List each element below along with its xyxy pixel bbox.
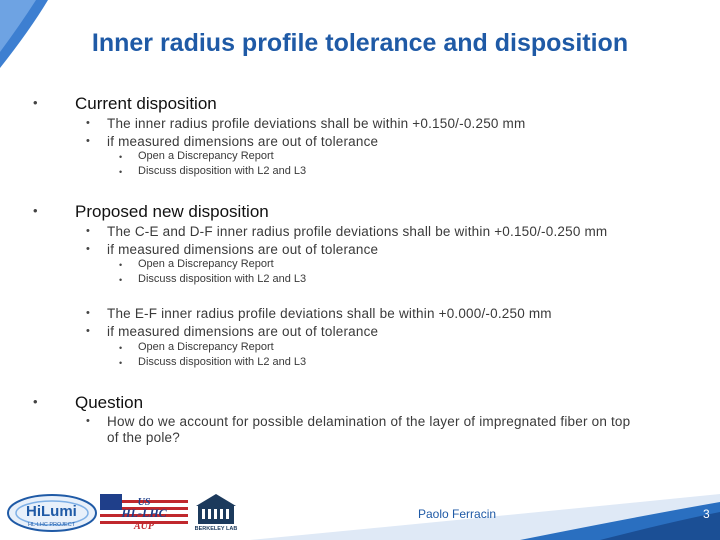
sub-list-item: Open a Discrepancy Report — [138, 341, 274, 353]
bullet: • — [119, 358, 123, 368]
slide-title: Inner radius profile tolerance and disposition — [91, 29, 629, 57]
svg-text:HiLumi: HiLumi — [26, 503, 77, 520]
list-item: The E-F inner radius profile deviations shall be within +0.000/-0.250 mm — [107, 306, 552, 321]
bullet: • — [119, 275, 123, 285]
section-heading-question: Question — [75, 393, 144, 412]
list-item: if measured dimensions are out of tolerance — [107, 324, 379, 339]
bullet: • — [119, 152, 123, 162]
list-item: if measured dimensions are out of tolerance — [107, 134, 379, 149]
list-item: The C-E and D-F inner radius profile deviations shall be within +0.150/-0.250 mm — [107, 224, 608, 239]
svg-text:BERKELEY LAB: BERKELEY LAB — [194, 526, 238, 532]
svg-text:HL-LHC: HL-LHC — [121, 506, 167, 520]
section-heading-current: Current disposition — [75, 94, 217, 113]
sub-list-item: Open a Discrepancy Report — [138, 150, 274, 162]
us-hl-lhc-aup-logo — [100, 494, 188, 532]
bullet: • — [33, 394, 38, 409]
bullet: • — [119, 260, 123, 270]
bullet: • — [86, 117, 90, 129]
bullet: • — [33, 95, 38, 110]
svg-text:HL-LHC PROJECT: HL-LHC PROJECT — [28, 522, 76, 528]
page-number: 3 — [703, 507, 710, 521]
section-heading-proposed: Proposed new disposition — [75, 202, 269, 221]
sub-list-item: Discuss disposition with L2 and L3 — [138, 273, 307, 285]
bullet: • — [86, 307, 90, 319]
bullet: • — [86, 135, 90, 147]
bullet: • — [119, 343, 123, 353]
berkeley-lab-logo — [192, 492, 240, 532]
bullet: • — [86, 415, 90, 427]
sub-list-item: Discuss disposition with L2 and L3 — [138, 165, 307, 177]
bullet: • — [119, 167, 123, 177]
bullet: • — [86, 325, 90, 337]
svg-text:US: US — [137, 497, 151, 508]
list-item-continuation: of the pole? — [107, 430, 180, 445]
bullet: • — [33, 203, 38, 218]
list-item: How do we account for possible delamination of the layer of impregnated fiber on top — [107, 414, 631, 429]
list-item: if measured dimensions are out of tolerance — [107, 242, 379, 257]
bullet: • — [86, 243, 90, 255]
sub-list-item: Discuss disposition with L2 and L3 — [138, 356, 307, 368]
hilumi-logo — [6, 492, 98, 534]
sub-list-item: Open a Discrepancy Report — [138, 258, 274, 270]
list-item: The inner radius profile deviations shall be within +0.150/-0.250 mm — [107, 116, 526, 131]
bullet: • — [86, 225, 90, 237]
svg-text:AUP: AUP — [134, 521, 154, 532]
footer-author: Paolo Ferracin — [418, 507, 497, 521]
